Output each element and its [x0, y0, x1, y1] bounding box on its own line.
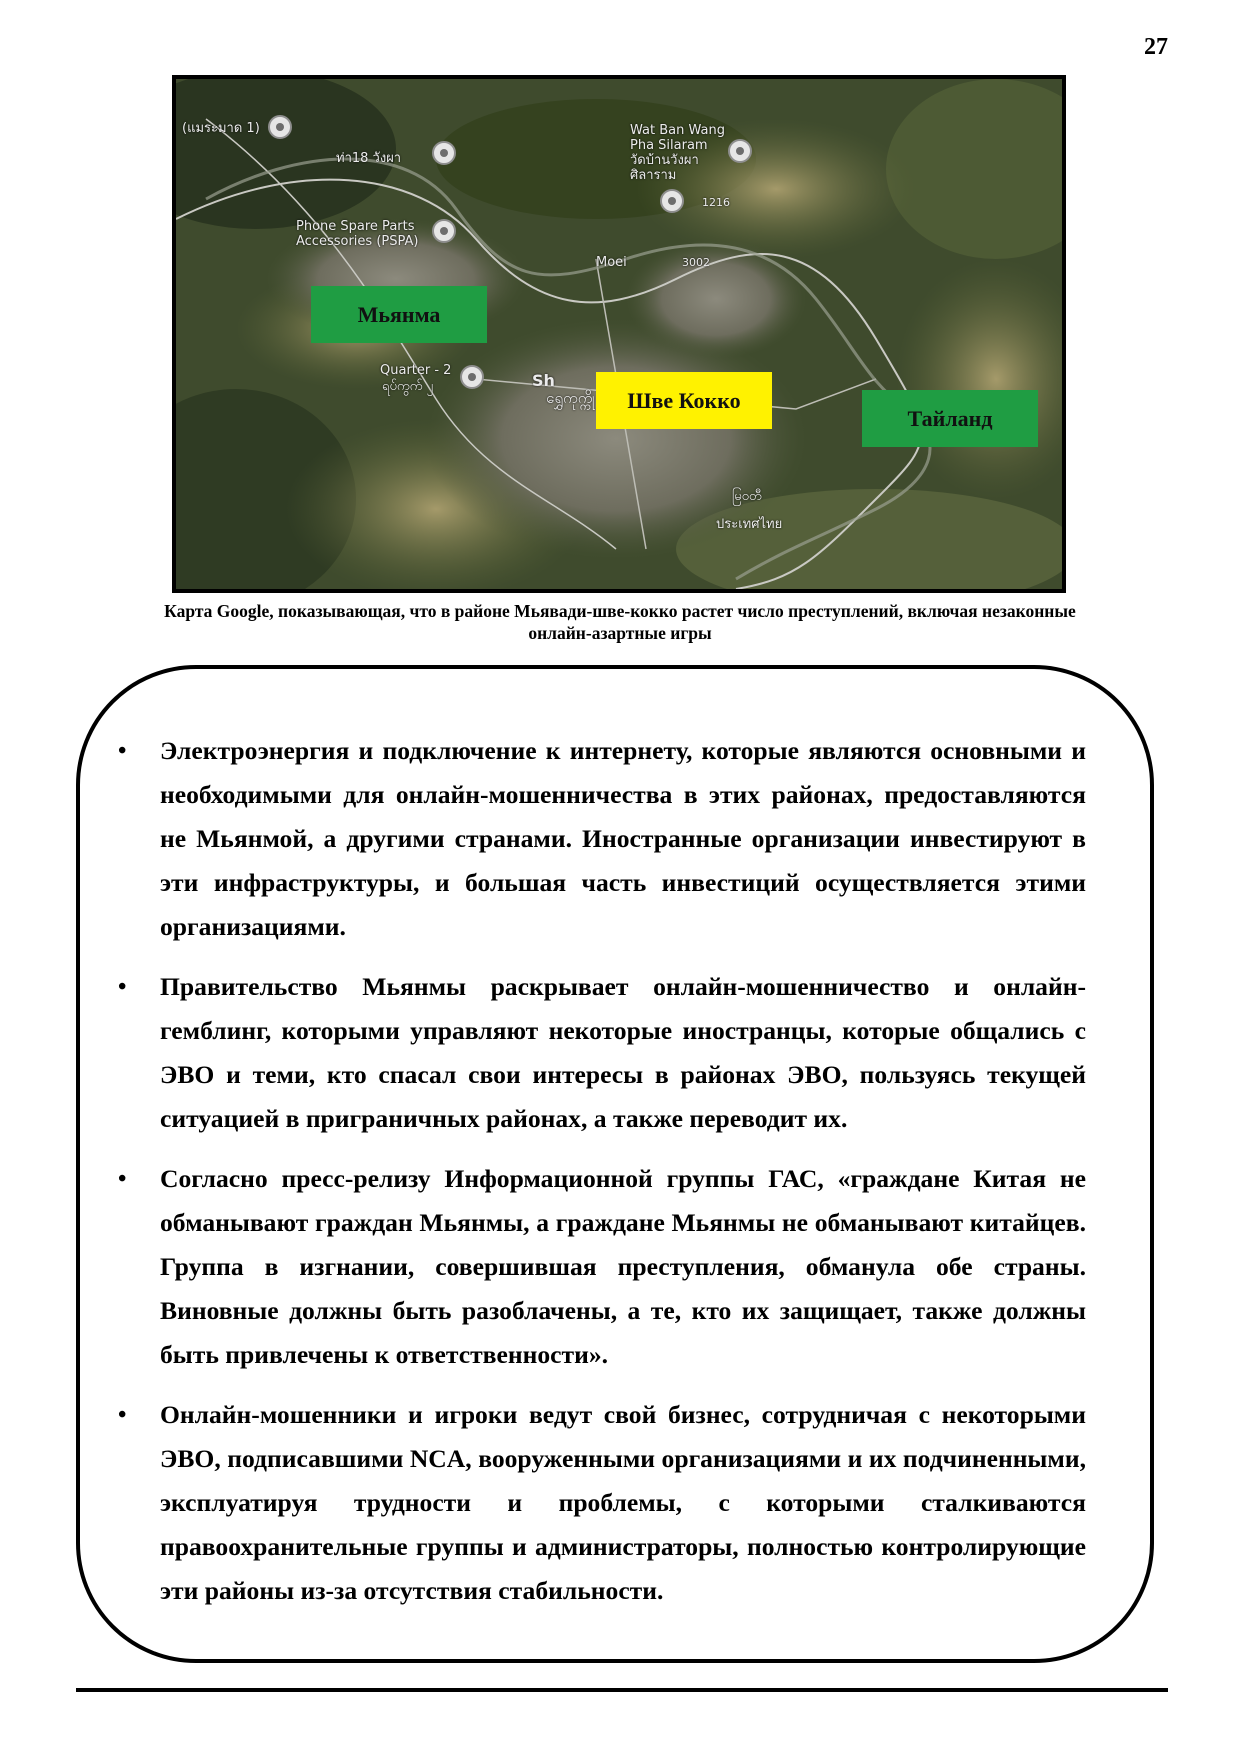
bullet-list [118, 729, 1086, 1629]
bottom-rule [76, 1688, 1168, 1692]
place-pin-icon [432, 141, 456, 165]
map-caption: Карта Google, показывающая, что в районе Мьявади-шве-кокко растет число преступлений, включая незаконные онлайн-азартные игры [164, 601, 1076, 643]
rounded-text-box [76, 665, 1154, 1663]
map-place-text: ရွှေကုက္ကို [546, 389, 595, 407]
map-place-text: Sh [532, 371, 555, 390]
bullet-item [118, 1393, 1086, 1613]
bullet-item [118, 965, 1086, 1141]
map-place-text: Phone Spare Parts Accessories (PSPA) [296, 219, 419, 249]
place-pin-icon [268, 115, 292, 139]
map-place-text: Quarter - 2 [380, 363, 452, 378]
place-pin-icon [728, 139, 752, 163]
map-place-text: မြဝတီ [732, 489, 762, 504]
bullet-item [118, 1157, 1086, 1377]
river-name: Moei [596, 255, 627, 270]
bullet-text: Электроэнергия и подключение к интернету, которые являются основными и необходимыми для онлайн-мошенничества в этих районах, предоставляются не Мьянмой, а другими странами. Иностранные организации инвестируют в эти инфраструктуры, и большая часть инвестиций осуществляется этими организациями. [160, 736, 1086, 941]
map-label-thailand: Тайланд [862, 390, 1038, 447]
bullet-text: Согласно пресс-релизу Информационной группы ГАС, «граждане Китая не обманывают граждан Мьянмы, а граждане Мьянмы не обманывают китайцев. Группа в изгнании, совершившая преступления, обманула обе страны. Виновные должны быть разоблачены, а те, кто их защищает, также должны быть привлечены к ответственности». [160, 1164, 1086, 1369]
map-label-shwe-kokko: Шве Кокко [596, 372, 772, 429]
country-name: ประเทศไทย [716, 517, 783, 532]
map-place-text: Wat Ban Wang Pha Silaram วัดบ้านวังผา ศิลาราม [630, 123, 725, 183]
map-label-myanmar: Мьянма [311, 286, 487, 343]
bullet-text: Правительство Мьянмы раскрывает онлайн-мошенничество и онлайн-гемблинг, которыми управляют некоторые иностранцы, которые общались с ЭВО и теми, кто спасал свои интересы в районах ЭВО, пользуясь текущей ситуацией в приграничных районах, а также переводит их. [160, 972, 1086, 1133]
bullet-icon: • [118, 1402, 127, 1428]
place-pin-icon [432, 219, 456, 243]
road-number: 3002 [682, 256, 710, 269]
school-pin-icon [660, 189, 684, 213]
map-place-text: (แมระมาด 1) [182, 121, 260, 136]
page-number: 27 [1144, 34, 1168, 60]
road-number: 1216 [702, 196, 730, 209]
satellite-map [172, 75, 1066, 593]
school-pin-icon [460, 365, 484, 389]
map-place-text: ရပ်ကွက် ၂ [382, 379, 433, 394]
bullet-icon: • [118, 738, 127, 764]
bullet-icon: • [118, 1166, 127, 1192]
bullet-icon: • [118, 974, 127, 1000]
map-imagery [176, 79, 1062, 589]
bullet-item [118, 729, 1086, 949]
map-place-text: ท่า18 วังผา [336, 151, 402, 166]
bullet-text: Онлайн-мошенники и игроки ведут свой бизнес, сотрудничая с некоторыми ЭВО, подписавшими NCA, вооруженными организациями и их подчиненными, эксплуатируя трудности и проблемы, с которыми сталкиваются правоохранительные группы и администраторы, полностью контролирующие эти районы из-за отсутствия стабильности. [160, 1400, 1086, 1605]
